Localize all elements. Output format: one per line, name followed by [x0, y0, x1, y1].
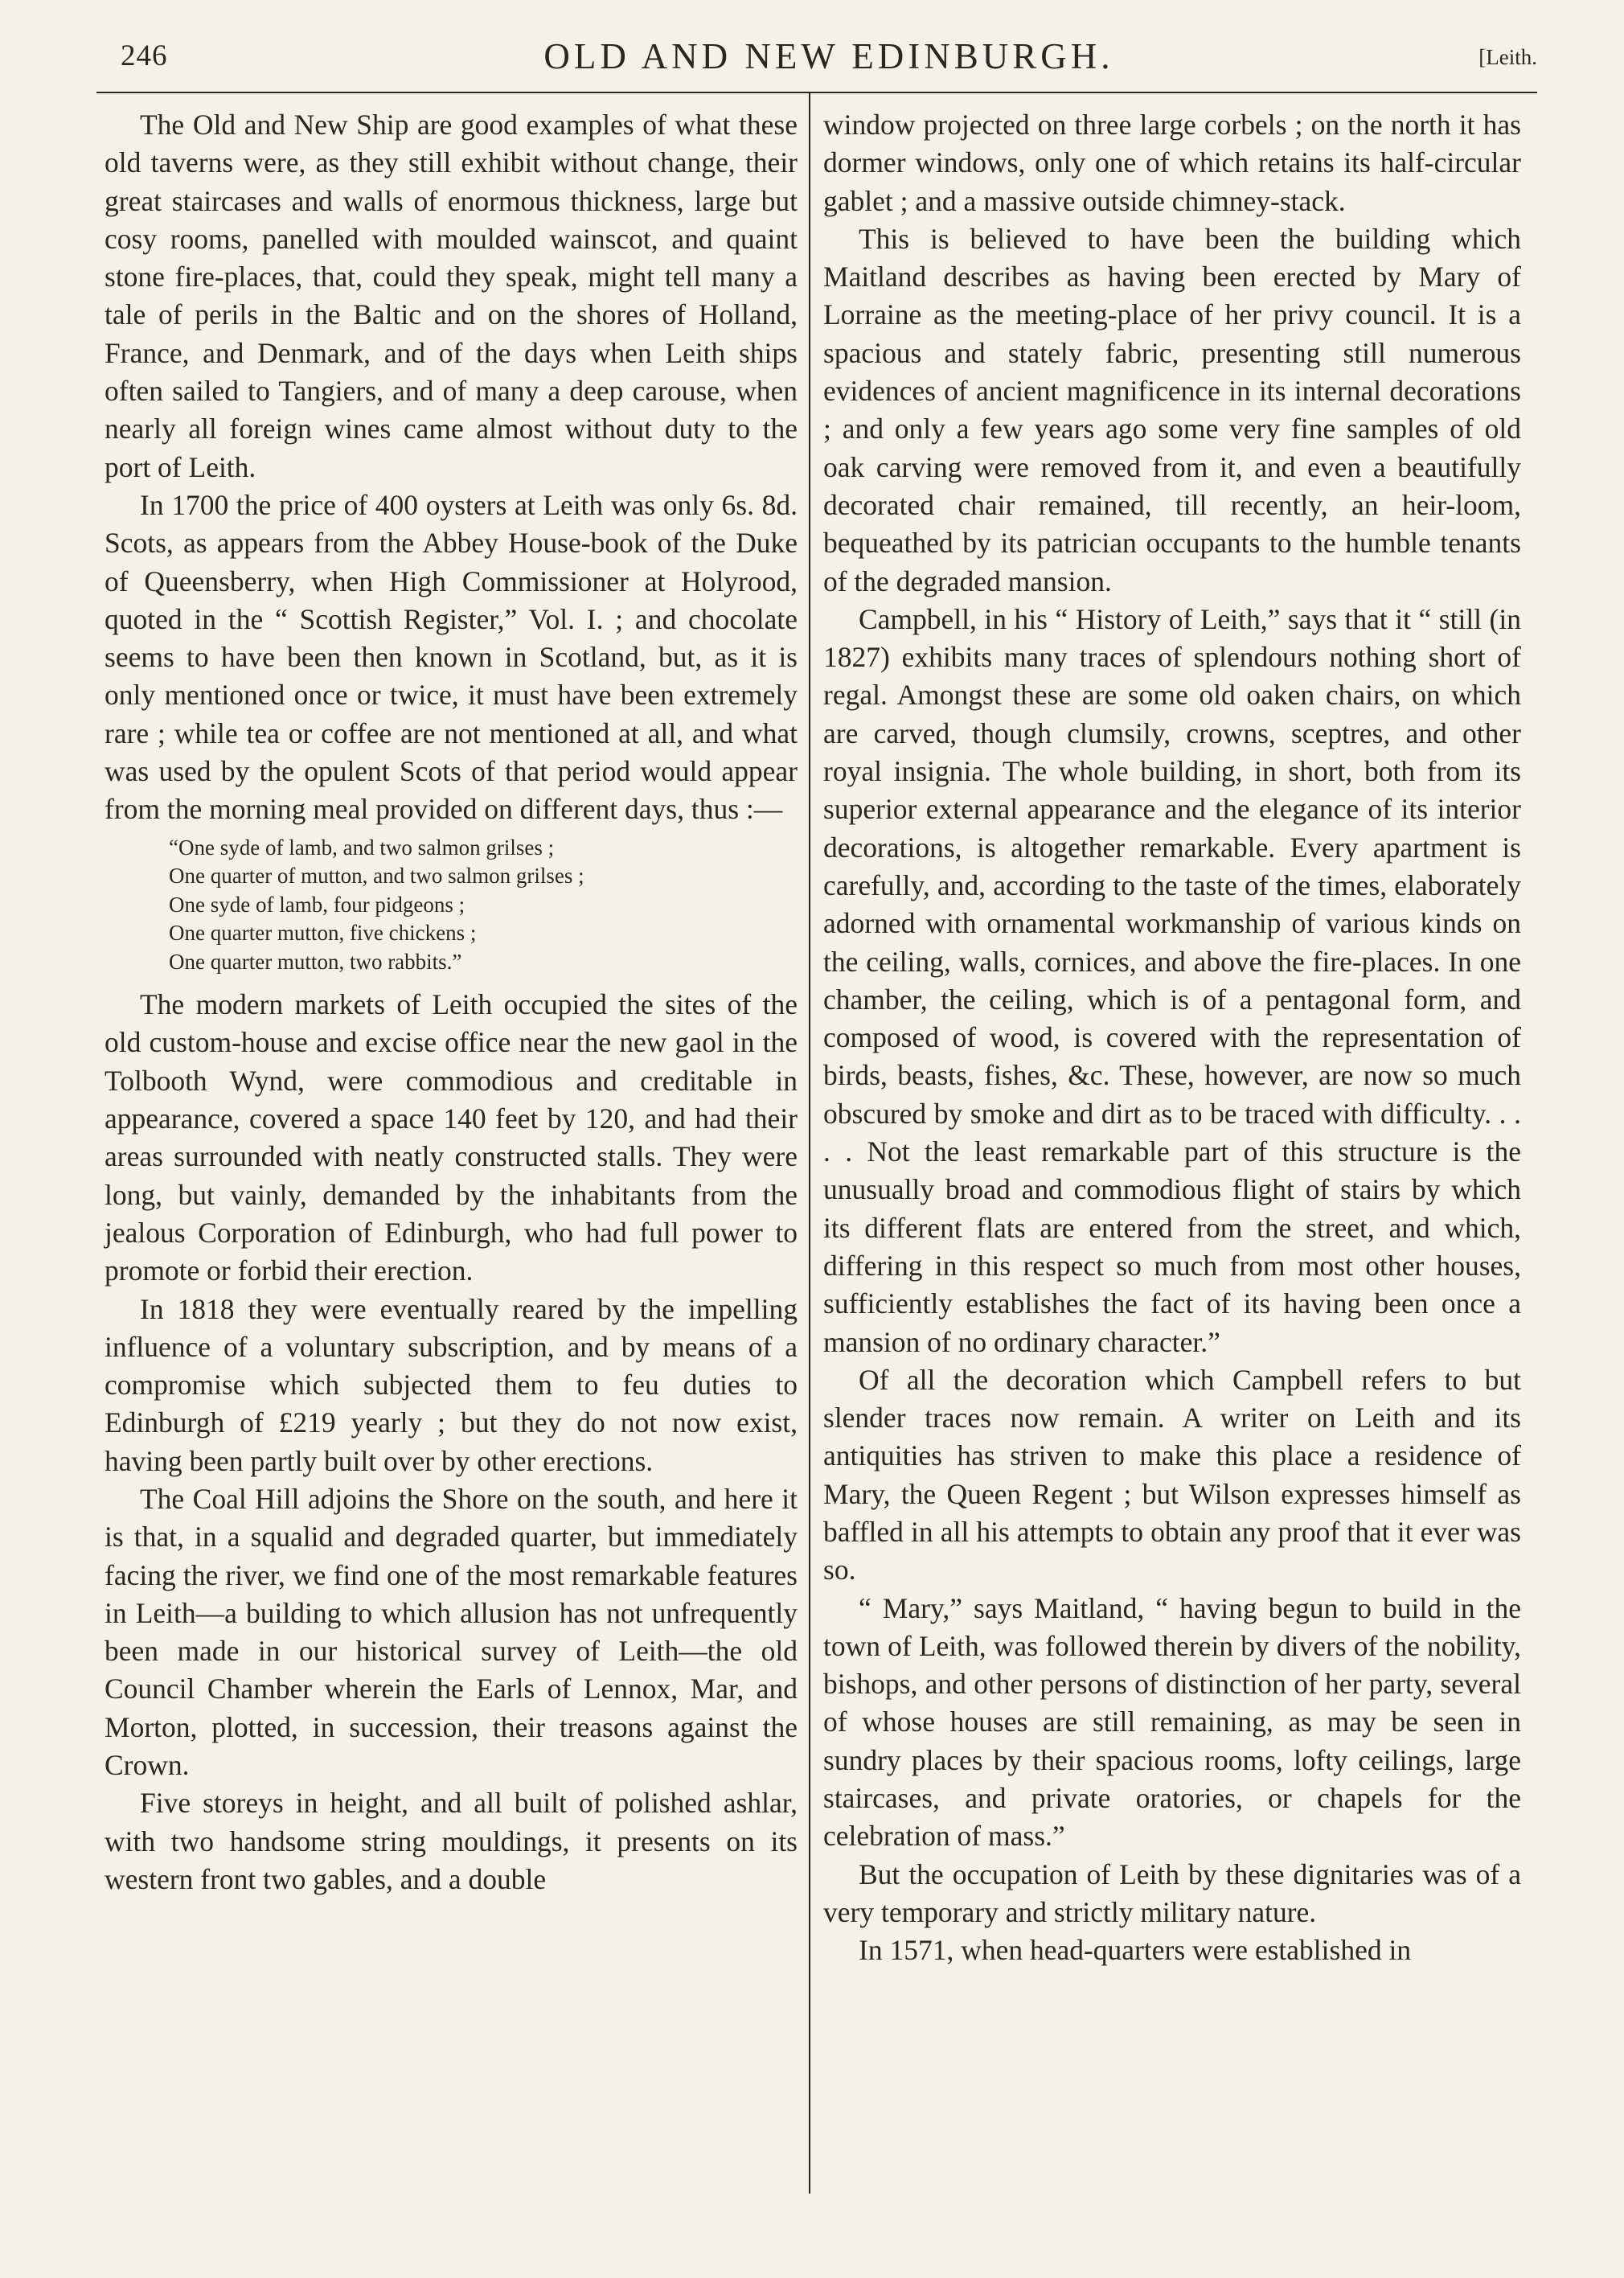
paragraph: “ Mary,” says Maitland, “ having begun to build in the town of Leith, was followed therein by divers of the nobility, bishops, and other persons of distinction of her party, several of whose houses are still remaining, as may be seen in sundry places by their spacious rooms, lofty ceilings, large staircases, and private oratories, or chapels for the celebration of mass.” — [823, 1591, 1521, 1853]
quote-line: One quarter of mutton, and two salmon grilses ; — [169, 864, 584, 889]
paragraph: This is believed to have been the building which Maitland describes as having been erected by Mary of Lorraine as the meeting-place of her privy council. It is a spacious and stately fabric, presenting still numerous evidences of ancient magnificence in its internal decorations ; and only a few years ago some very fine samples of old oak carving were removed from it, and even a beautifully decorated chair remained, till recently, an heir-loom, bequeathed by its patrician occupants to the humble tenants of the degraded mansion. — [823, 222, 1521, 597]
quote-line: One syde of lamb, four pidgeons ; — [169, 892, 465, 917]
paragraph: Campbell, in his “ History of Leith,” says that it “ still (in 1827) exhibits many traces of splendours nothing short of regal. Amongst these are some old oaken chairs, on which are carved, though clumsily, crowns, sceptres, and other royal insignia. The whole building, in short, both from its superior external appearance and the elegance of its interior decorations, is altogether remarkable. Every apartment is carefully, and, according to the taste of the times, elaborately adorned with ornamental workmanship of various kinds on the ceiling, walls, cornices, and above the fire-places. In one chamber, the ceiling, which is of a pentagonal form, and composed of wood, is covered with the representation of birds, beasts, fishes, &c. These, however, are now so much obscured by smoke and dirt as to be traced with difficulty. . . . . Not the least remarkable part of this structure is the unusually broad and commodious flight of stairs by which its different flats are entered from the street, and which, differing in this respect so much from most other houses, sufficiently establishes the fact of its having been once a mansion of no ordinary character.” — [823, 602, 1521, 1358]
quote-line: One quarter mutton, five chickens ; — [169, 921, 477, 946]
quote-line: “One syde of lamb, and two salmon grilses ; — [169, 835, 555, 860]
running-head — [121, 35, 1537, 87]
page-number: 246 — [121, 39, 168, 72]
column-divider — [809, 93, 810, 2194]
paragraph: Five storeys in height, and all built of polished ashlar, with two handsome string mouldings, it presents on its western front two gables, and a double — [105, 1787, 798, 1895]
quote-line: One quarter mutton, two rabbits.” — [169, 949, 462, 974]
block-quote — [105, 834, 798, 977]
paragraph: The Old and New Ship are good examples of what these old taverns were, as they still exhibit without change, their great staircases and walls of enormous thickness, large but cosy rooms, panelled with moulded wainscot, and quaint stone fire-places, that, could they speak, might tell many a tale of perils in the Baltic and on the shores of Holland, France, and Denmark, and of the days when Leith ships often sailed to Tangiers, and of many a deep carouse, when nearly all foreign wines came almost without duty to the port of Leith. — [105, 109, 798, 483]
paragraph: Of all the decoration which Campbell refers to but slender traces now remain. A writer on Leith and its antiquities has striven to make this place a residence of Mary, the Queen Regent ; but Wilson expresses himself as baffled in all his attempts to obtain any proof that it ever was so. — [823, 1363, 1521, 1586]
header-rule — [96, 92, 1537, 93]
paragraph: In 1818 they were eventually reared by the impelling influence of a voluntary subscription, and by means of a compromise which subjected them to feu duties to Edinburgh of £219 yearly ; but they do not now exist, having been partly built over by other erections. — [105, 1292, 798, 1477]
paragraph: But the occupation of Leith by these dignitaries was of a very temporary and strictly military nature. — [823, 1857, 1521, 1928]
left-column — [105, 106, 798, 1898]
paragraph-continuation: window projected on three large corbels ; on the north it has dormer windows, only one of which retains its half-circular gablet ; and a massive outside chimney-stack. — [823, 109, 1521, 217]
paragraph: In 1700 the price of 400 oysters at Leith was only 6s. 8d. Scots, as appears from the Abbey House-book of the Duke of Queensberry, when High Commissioner at Holyrood, quoted in the “ Scottish Register,” Vol. I. ; and chocolate seems to have been then known in Scotland, but, as it is only mentioned once or twice, it must have been extremely rare ; while tea or coffee are not mentioned at all, and what was used by the opulent Scots of that period would appear from the morning meal provided on different days, thus :— — [105, 488, 798, 826]
right-column — [823, 106, 1521, 1970]
book-title: OLD AND NEW EDINBURGH. — [543, 36, 1114, 76]
paragraph: In 1571, when head-quarters were established in — [859, 1934, 1412, 1967]
paragraph: The modern markets of Leith occupied the sites of the old custom-house and excise office near the new gaol in the Tolbooth Wynd, were commodious and creditable in appearance, covered a space 140 feet by 120, and had their areas surrounded with neatly constructed stalls. They were long, but vainly, demanded by the inhabitants from the jealous Corporation of Edinburgh, who had full power to promote or forbid their erection. — [105, 988, 798, 1287]
paragraph: The Coal Hill adjoins the Shore on the south, and here it is that, in a squalid and degraded quarter, but immediately facing the river, we find one of the most remarkable features in Leith—a building to which allusion has not unfrequently been made in our historical survey of Leith—the old Council Chamber wherein the Earls of Lennox, Mar, and Morton, plotted, in succession, their treasons against the Crown. — [105, 1483, 798, 1782]
section-label: [Leith. — [1478, 45, 1537, 69]
